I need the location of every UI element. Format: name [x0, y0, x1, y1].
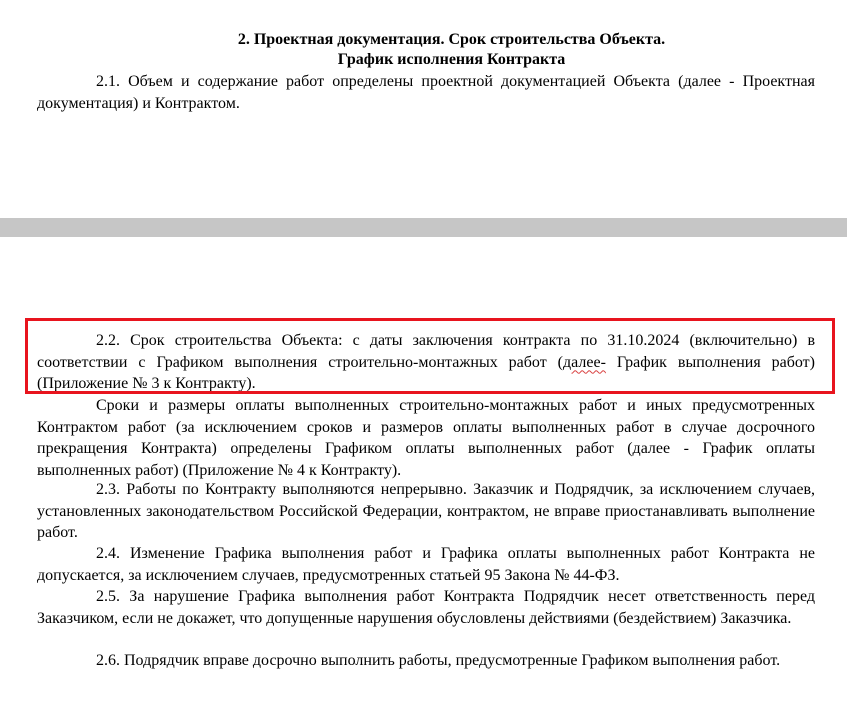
spellcheck-flagged-word[interactable]: далее-	[563, 353, 606, 371]
paragraph-2-2-text-start: 2.2. Срок строительства Объекта: с даты заключения контракта по 31.10.2024 (включительно) в соответствии с Графиком выполнения строительно-монтажных работ (	[37, 332, 815, 371]
paragraph-2-2-text-end: График выполнения работ) (Приложение № 3 к Контракту).	[37, 353, 816, 392]
paragraph-2-2-continuation: Сроки и размеры оплаты выполненных строительно-монтажных работ и иных предусмотренных Контрактом работ (за исключением сроков и размеров оплаты выполненных работ в случае досрочного прекращения Контракта) определены Графиком оплаты выполненных работ (далее - График оплаты выполненных работ) (Приложение № 4 к Контракту).	[37, 397, 815, 479]
paragraph-2-1: 2.1. Объем и содержание работ определены проектной документацией Объекта (далее - Проектная документация) и Контрактом.	[37, 73, 815, 112]
paragraph-2-5: 2.5. За нарушение Графика выполнения работ Контракта Подрядчик несет ответственность перед Заказчиком, если не докажет, что допущенные нарушения обусловлены действиями (бездействием) Заказчика.	[37, 588, 815, 627]
paragraph-2-6: 2.6. Подрядчик вправе досрочно выполнить работы, предусмотренные Графиком выполнения работ.	[96, 652, 781, 669]
section-subtitle: График исполнения Контракта	[337, 51, 566, 68]
section-title: 2. Проектная документация. Срок строительства Объекта.	[237, 31, 666, 48]
paragraph-2-4: 2.4. Изменение Графика выполнения работ и Графика оплаты выполненных работ Контракта не допускается, за исключением случаев, предусмотренных статьей 95 Закона № 44-ФЗ.	[37, 545, 815, 584]
paragraph-2-3: 2.3. Работы по Контракту выполняются непрерывно. Заказчик и Подрядчик, за исключением случаев, установленных законодательством Российской Федерации, контрактом, не вправе приостанавливать выполнение работ.	[37, 481, 815, 541]
highlight-annotation-box	[25, 318, 835, 394]
page-break-gap	[0, 218, 847, 237]
